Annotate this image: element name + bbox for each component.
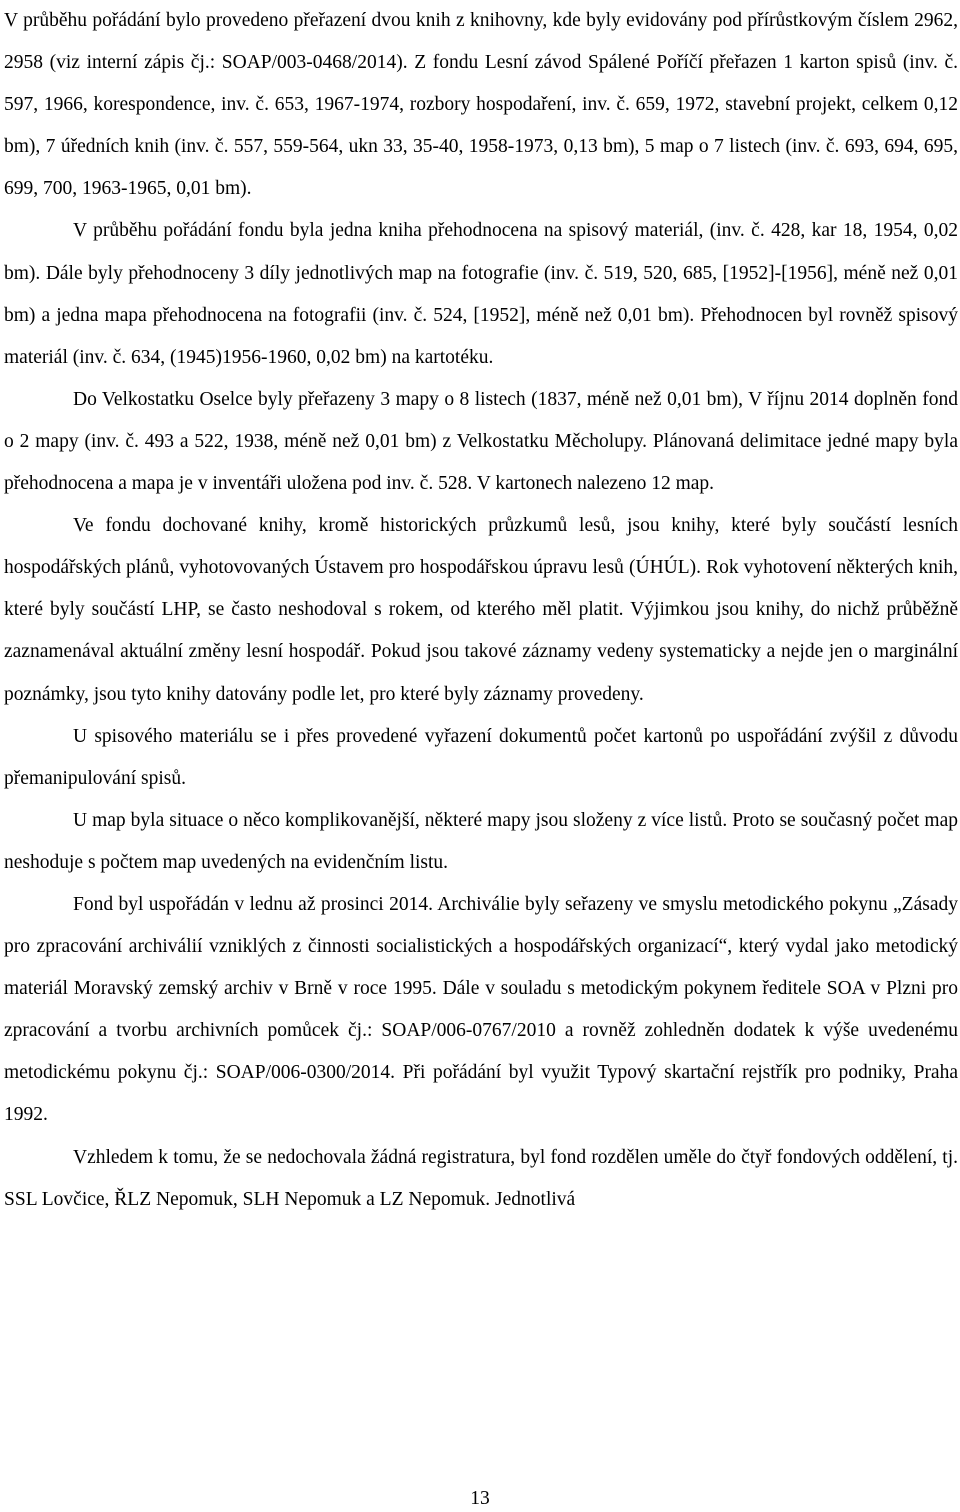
body-text [4,0,958,1221]
paragraph-reclassification-books: V průběhu pořádání bylo provedeno přeřazení dvou knih z knihovny, kde byly evidovány pod přírůstkovým číslem 2962, 2958 (viz interní zápis čj.: SOAP/003-0468/2014). Z fondu Lesní závod Spálené Poříčí přeřazen 1 karton spisů (inv. č. 597, 1966, korespondence, inv. č. 653, 1967-1974, rozbory hospodaření, inv. č. 659, 1972, stavební projekt, celkem 0,12 bm), 7 úředních knih (inv. č. 557, 559-564, ukn 33, 35-40, 1958-1973, 0,13 bm), 5 map o 7 listech (inv. č. 693, 694, 695, 699, 700, 1963-1965, 0,01 bm). [4,10,958,200]
paragraph-maps: U map byla situace o něco komplikovanější, některé mapy jsou složeny z více listů. Proto se současný počet map neshoduje s počtem map uvedených na evidenčním listu. [4,809,958,873]
page-number: 13 [470,1488,490,1509]
paragraph-velkostatek-oselce: Do Velkostatku Oselce byly přeřazeny 3 mapy o 8 listech (1837, méně než 0,01 bm), V říjnu 2014 doplněn fond o 2 mapy (inv. č. 493 a 522, 1938, méně než 0,01 bm) z Velkostatku Měcholupy. Plánovaná delimitace jedné mapy byla přehodnocena a mapa je v inventáři uložena pod inv. č. 528. V kartonech nalezeno 12 map. [4,388,958,495]
paragraph-arrangement-method: Fond byl uspořádán v lednu až prosinci 2014. Archiválie byly seřazeny ve smyslu metodického pokynu „Zásady pro zpracování archiválií vzniklých z činnosti socialistických a hospodářských organizací“, který vydal jako metodický materiál Moravský zemský archiv v Brně v roce 1995. Dále v souladu s metodickým pokynem ředitele SOA v Plzni pro zpracování a tvorbu archivních pomůcek čj.: SOAP/006-0767/2010 a rovněž zohledněn dodatek k výše uvedenému metodickému pokynu čj.: SOAP/006-0300/2014. Při pořádání byl využit Typový skartační rejstřík pro podniky, Praha 1992. [4,893,958,1126]
paragraph-fond-divisions: Vzhledem k tomu, že se nedochovala žádná registratura, byl fond rozdělen uměle do čtyř fondových oddělení, tj. SSL Lovčice, ŘLZ Nepomuk, SLH Nepomuk a LZ Nepomuk. Jednotlivá [4,1146,958,1210]
paragraph-reevaluation: V průběhu pořádání fondu byla jedna kniha přehodnocena na spisový materiál, (inv. č. 428, kar 18, 1954, 0,02 bm). Dále byly přehodnoceny 3 díly jednotlivých map na fotografie (inv. č. 519, 520, 685, [1952]-[1956], méně než 0,01 bm) a jedna mapa přehodnocena na fotografii (inv. č. 524, [1952], méně než 0,01 bm). Přehodnocen byl rovněž spisový materiál (inv. č. 634, (1945)1956-1960, 0,02 bm) na kartotéku. [4,220,958,368]
paragraph-preserved-books: Ve fondu dochované knihy, kromě historických průzkumů lesů, jsou knihy, které byly součástí lesních hospodářských plánů, vyhotovovaných Ústavem pro hospodářskou úpravu lesů (ÚHÚL). Rok vyhotovení některých knih, které byly součástí LHP, se často neshodoval s rokem, od kterého měl platit. Výjimkou jsou knihy, do nichž průběžně zaznamenával aktuální změny lesní hospodář. Pokud jsou takové záznamy vedeny systematicky a nejde jen o marginální poznámky, jsou tyto knihy datovány podle let, pro které byly záznamy provedeny. [4,515,958,705]
paragraph-file-material: U spisového materiálu se i přes provedené vyřazení dokumentů počet kartonů po uspořádání zvýšil z důvodu přemanipulování spisů. [4,725,958,789]
